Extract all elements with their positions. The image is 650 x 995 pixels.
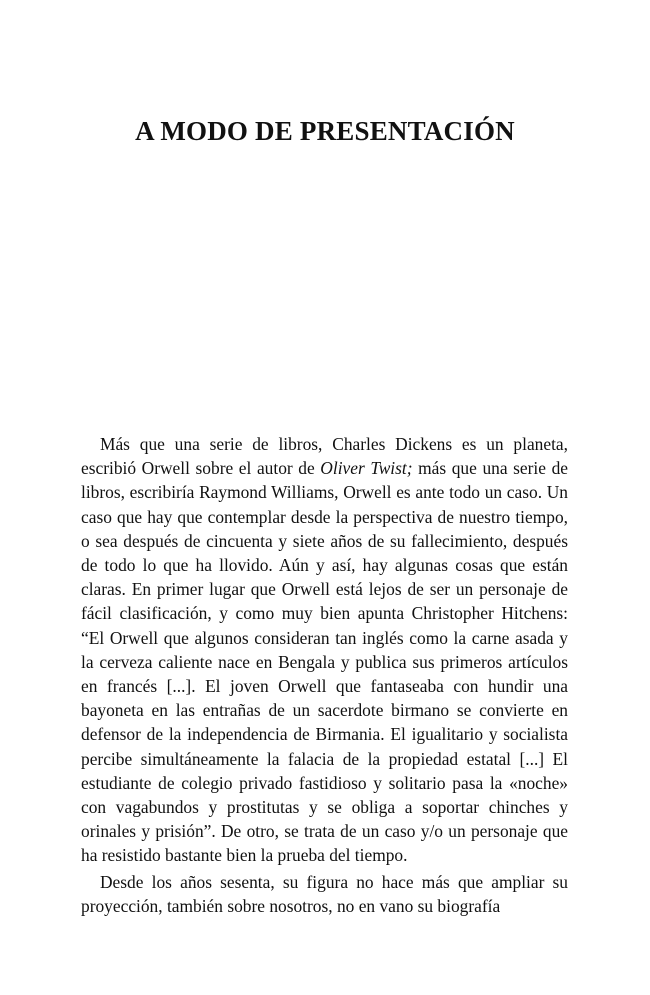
chapter-title: A MODO DE PRESENTACIÓN	[135, 116, 515, 146]
paragraph-1-text-after: más que una serie de libros, escribiría Raymond Williams, Orwell es ante todo un caso. Un caso que hay que contemplar desde la perspectiva de nuestro tiempo, o sea después de cincuenta y siete años de su fallecimiento, después de todo lo que ha llovido. Aún y así, hay algunas cosas que están claras. En primer lugar que Orwell está lejos de ser un personaje de fácil clasificación, y como muy bien apunta Christopher Hitchens: “El Orwell que algunos consideran tan inglés como la carne asada y la cerveza caliente nace en Bengala y publica sus primeros artículos en francés [...]. El joven Orwell que fantaseaba con hundir una bayoneta en las entrañas de un sacerdote birmano se convierte en defensor de la independencia de Birmania. El igualitario y socialista percibe simultáneamente la falacia de la propiedad estatal [...] El estudiante de colegio privado fastidioso y solitario pasa la «noche» con vagabundos y prostitutas y se obliga a soportar chinches y orinales y prisión”. De otro, se trata de un caso y/o un personaje que ha resistido bastante bien la prueba del tiempo.	[81, 458, 568, 866]
body-text	[81, 432, 568, 918]
paragraph-1-text-before: Más que una serie de libros, Charles Dickens es un planeta, escribió Orwell sobre el autor de	[81, 434, 568, 479]
book-title-oliver-twist: Oliver Twist;	[320, 458, 413, 479]
paragraph-2: Desde los años sesenta, su figura no hace más que ampliar su proyección, también sobre nosotros, no en vano su biografía	[81, 871, 568, 916]
paragraph-1	[81, 432, 568, 868]
